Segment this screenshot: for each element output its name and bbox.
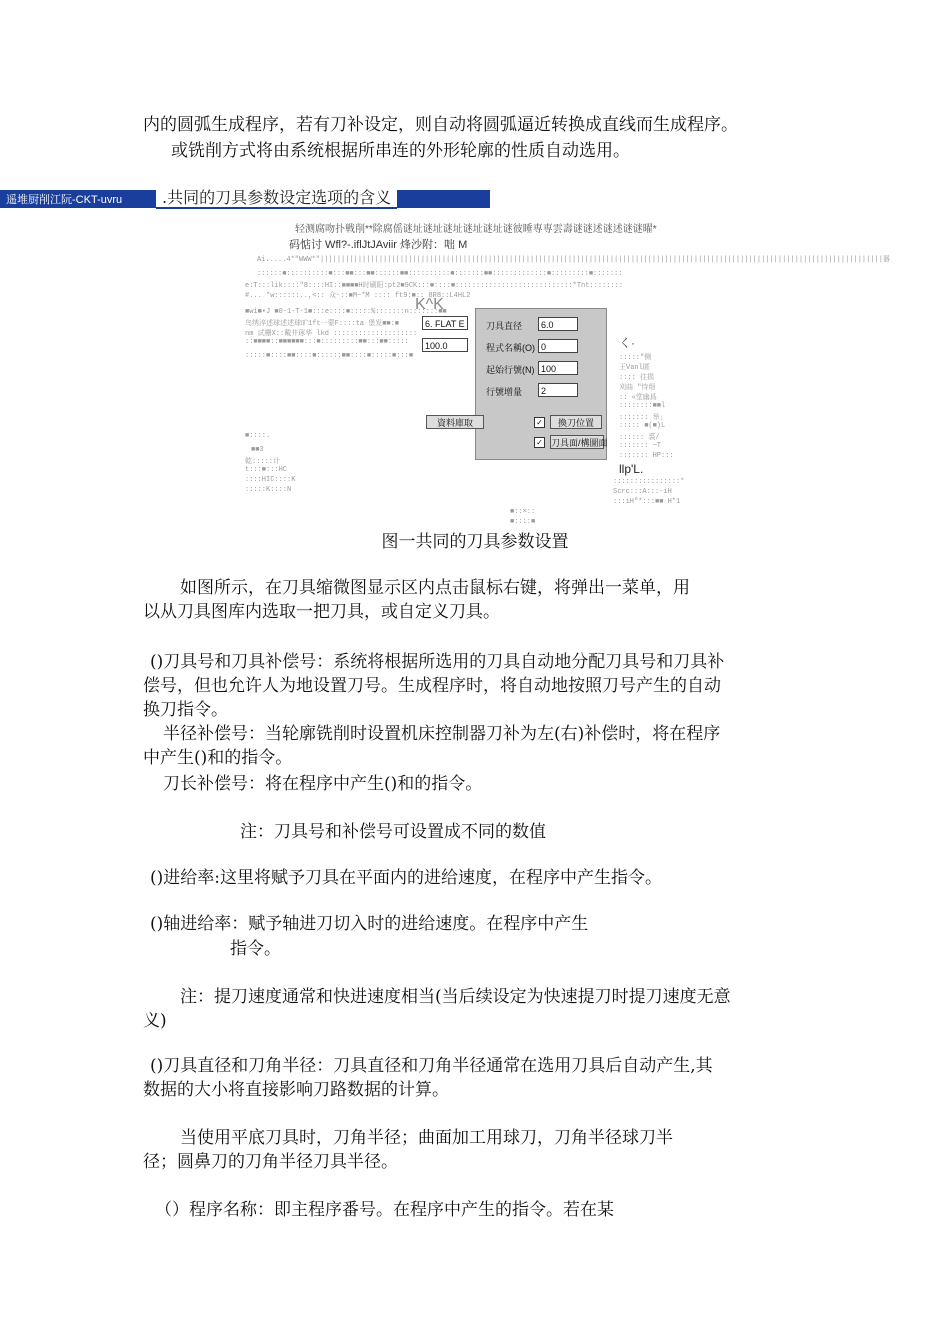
- paragraph-line: 注：提刀速度通常和快进速度相当(当后续设定为快速提刀时提刀速度无意: [180, 987, 731, 1007]
- paragraph-line: ()刀具直径和刀角半径：刀具直径和刀角半径通常在选用刀具后自动产生,其: [150, 1056, 713, 1076]
- figure-header: 轻测腐吻扑戦削**除腐傜谜址谜址谜址谜址谜址谜彼睡専専雲壽谜谜述谜述谜谜曜*: [295, 224, 657, 235]
- noise-row: ■wi■•J ■0-1-T-1■:::e::::■:::::%:::::::n:::::::■■: [245, 308, 447, 316]
- figure-tool-parameters: [245, 212, 890, 528]
- banner-label: 遥堆厨削江阮-CKT-uvru: [6, 194, 123, 206]
- noise-row: :::::"侧: [619, 354, 652, 362]
- figure-caption: 图一共同的刀具参数设置: [381, 532, 569, 552]
- noise-row: e:T:::lik::::"8::::HI::■■■■H时刷阳:pt2■9CK:::■::::■::::::::::::::::::::::::::::*Tnt::::::::: [245, 282, 624, 290]
- paragraph-line: ()刀具号和刀具补偿号：系统将根据所选用的刀具自动地分配刀具号和刀具补: [150, 652, 725, 672]
- field-label: 刀具直径: [486, 321, 523, 331]
- paragraph-line: 注：刀具号和补偿号可设置成不同的数值: [240, 822, 546, 842]
- noise-row: ■::::■: [510, 518, 536, 526]
- plane-checkbox[interactable]: ✓: [534, 437, 545, 448]
- paragraph-line: 以从刀具图库内选取一把刀具，或自定义刀具。: [143, 602, 500, 622]
- kk-mark: K^K: [415, 296, 444, 313]
- paragraph-line: （）程序名称：即主程序番号。在程序中产生的指令。若在某: [155, 1200, 614, 1220]
- paragraph-line: ()轴进给率：赋予轴进刀切入时的进给速度。在程序中产生: [150, 914, 589, 934]
- noise-row: t:::■:::HC: [245, 466, 288, 474]
- paragraph-line: 偿号，但也允许人为地设置刀号。生成程序时，将自动地按照刀号产生的自动: [143, 676, 721, 696]
- noise-row: ::::::: HP:::: [619, 452, 674, 460]
- noise-row: :: «堂幽爲: [619, 394, 657, 402]
- section-title: .共同的刀具参数设定选项的含义: [156, 189, 397, 209]
- start-line-field[interactable]: 100: [538, 361, 578, 375]
- noise-row: ::::HIC::::K: [245, 476, 296, 484]
- paragraph-line: 指令。: [230, 939, 281, 959]
- tool-value-box: 100.0: [422, 338, 468, 352]
- paragraph-line: 或铣削方式将由系统根据所串连的外形轮廓的性质自动选用。: [171, 141, 630, 161]
- tool-change-button[interactable]: 換刀位置: [550, 415, 602, 429]
- program-name-field[interactable]: 0: [538, 339, 578, 353]
- tool-name-box: 6. FLAT E: [422, 316, 468, 330]
- noise-row: ::::::::::::::::*: [613, 478, 685, 486]
- noise-row: ::::::■::::::::::■:::■■:::■■::::::■■::::::::::■:::::::■■:::::::::::::■:::::::::■:::::::: [257, 270, 623, 278]
- noise-row: :::: 往损: [619, 374, 655, 382]
- paragraph-line: 如图所示，在刀具缩微图显示区内点击鼠标右键，将弹出一菜单，用: [180, 578, 690, 598]
- paragraph-line: 数据的大小将直接影响刀路数据的计算。: [143, 1080, 449, 1100]
- side-note: llp'L.: [619, 462, 644, 476]
- noise-row: ::::: ■(■)L: [619, 422, 666, 430]
- paragraph-line: 内的圆弧生成程序，若有刀补设定，则自动将圆弧逼近转换成直线而生成程序。: [143, 115, 738, 135]
- field-label: 行號增量: [486, 387, 523, 397]
- section-banner: [0, 190, 490, 208]
- side-note: く·: [619, 336, 635, 350]
- paragraph-line: ()进给率:这里将赋予刀具在平面内的进给速度，在程序中产生指令。: [150, 868, 662, 888]
- paragraph-line: 刀长补偿号：将在程序中产生()和的指令。: [163, 774, 483, 794]
- noise-row: ::■■■■::■■■■■■:::■:::::::::■■:::■■:::::: [245, 338, 409, 346]
- paragraph-line: 径；圆鼻刀的刀角半径刀具半径。: [143, 1152, 398, 1172]
- paragraph-line: 换刀指令。: [143, 700, 228, 720]
- noise-row: ::::::: ~T: [619, 442, 662, 450]
- noise-row: 鸟绣淬述球述述球旷1ft一蒙F::::ta 堡发■■:■: [245, 320, 400, 328]
- noise-row: :::::: 裘/: [619, 434, 660, 442]
- noise-row: ■::×::: [510, 508, 536, 516]
- paragraph-line: 义): [143, 1011, 167, 1031]
- field-label: 起始行號(N): [486, 365, 535, 375]
- noise-row: :::::K::::N: [245, 486, 292, 494]
- noise-row: ::::::: 举」: [619, 414, 667, 422]
- paragraph-line: 中产生()和的指令。: [143, 748, 293, 768]
- line-increment-field[interactable]: 2: [538, 383, 578, 397]
- tool-diameter-field[interactable]: 6.0: [538, 317, 578, 331]
- paragraph-line: 当使用平底刀具时，刀角半径；曲面加工用球刀，刀角半径球刀半: [180, 1128, 673, 1148]
- field-label: 程式名稱(O): [486, 343, 535, 353]
- noise-row: #... *w::::::..,<:: 众-::■M~*M :::: ft9:■:: 8R8::L4HL2: [245, 292, 471, 300]
- noise-row: 刈曲 "恃细: [619, 384, 656, 392]
- noise-row: nm 试栅X::戴井琢华 lkd ::::::::::::::::::::: [245, 330, 418, 338]
- paragraph-line: 半径补偿号：当轮廓铣削时设置机床控制器刀补为左(右)补偿时，将在程序: [163, 724, 721, 744]
- database-button[interactable]: 資料庫取: [426, 415, 484, 429]
- noise-row: Ai.....4*"WWW*"||||||||||||||||||||||||||||||||||||||||||||||||||||||||||||||||||||||||||||||||||||||||||||||||||||||||||||||||||||||||||||||||||||||器: [257, 256, 890, 264]
- noise-row: 王Vanl匿: [619, 364, 650, 372]
- noise-row: ■■3: [251, 446, 264, 454]
- noise-row: Scrc:::A:::-iH: [613, 488, 672, 496]
- tool-plane-button[interactable]: 刀具面/構圖面: [550, 435, 604, 449]
- figure-subheader: 码惦讨 Wfl?-.iflJtJAviir 烽沙附：咄 M: [289, 239, 468, 251]
- noise-row: :::iH"*:::■■ H*1: [613, 498, 681, 506]
- noise-row: ::::::::■■l: [619, 402, 666, 410]
- noise-row: 乾:::::计: [245, 458, 281, 466]
- noise-row: :::::■::::■■::::■::::::■■::::■:::::■:::■: [245, 352, 414, 360]
- noise-row: ■::::.: [245, 432, 271, 440]
- tool-change-checkbox[interactable]: ✓: [534, 417, 545, 428]
